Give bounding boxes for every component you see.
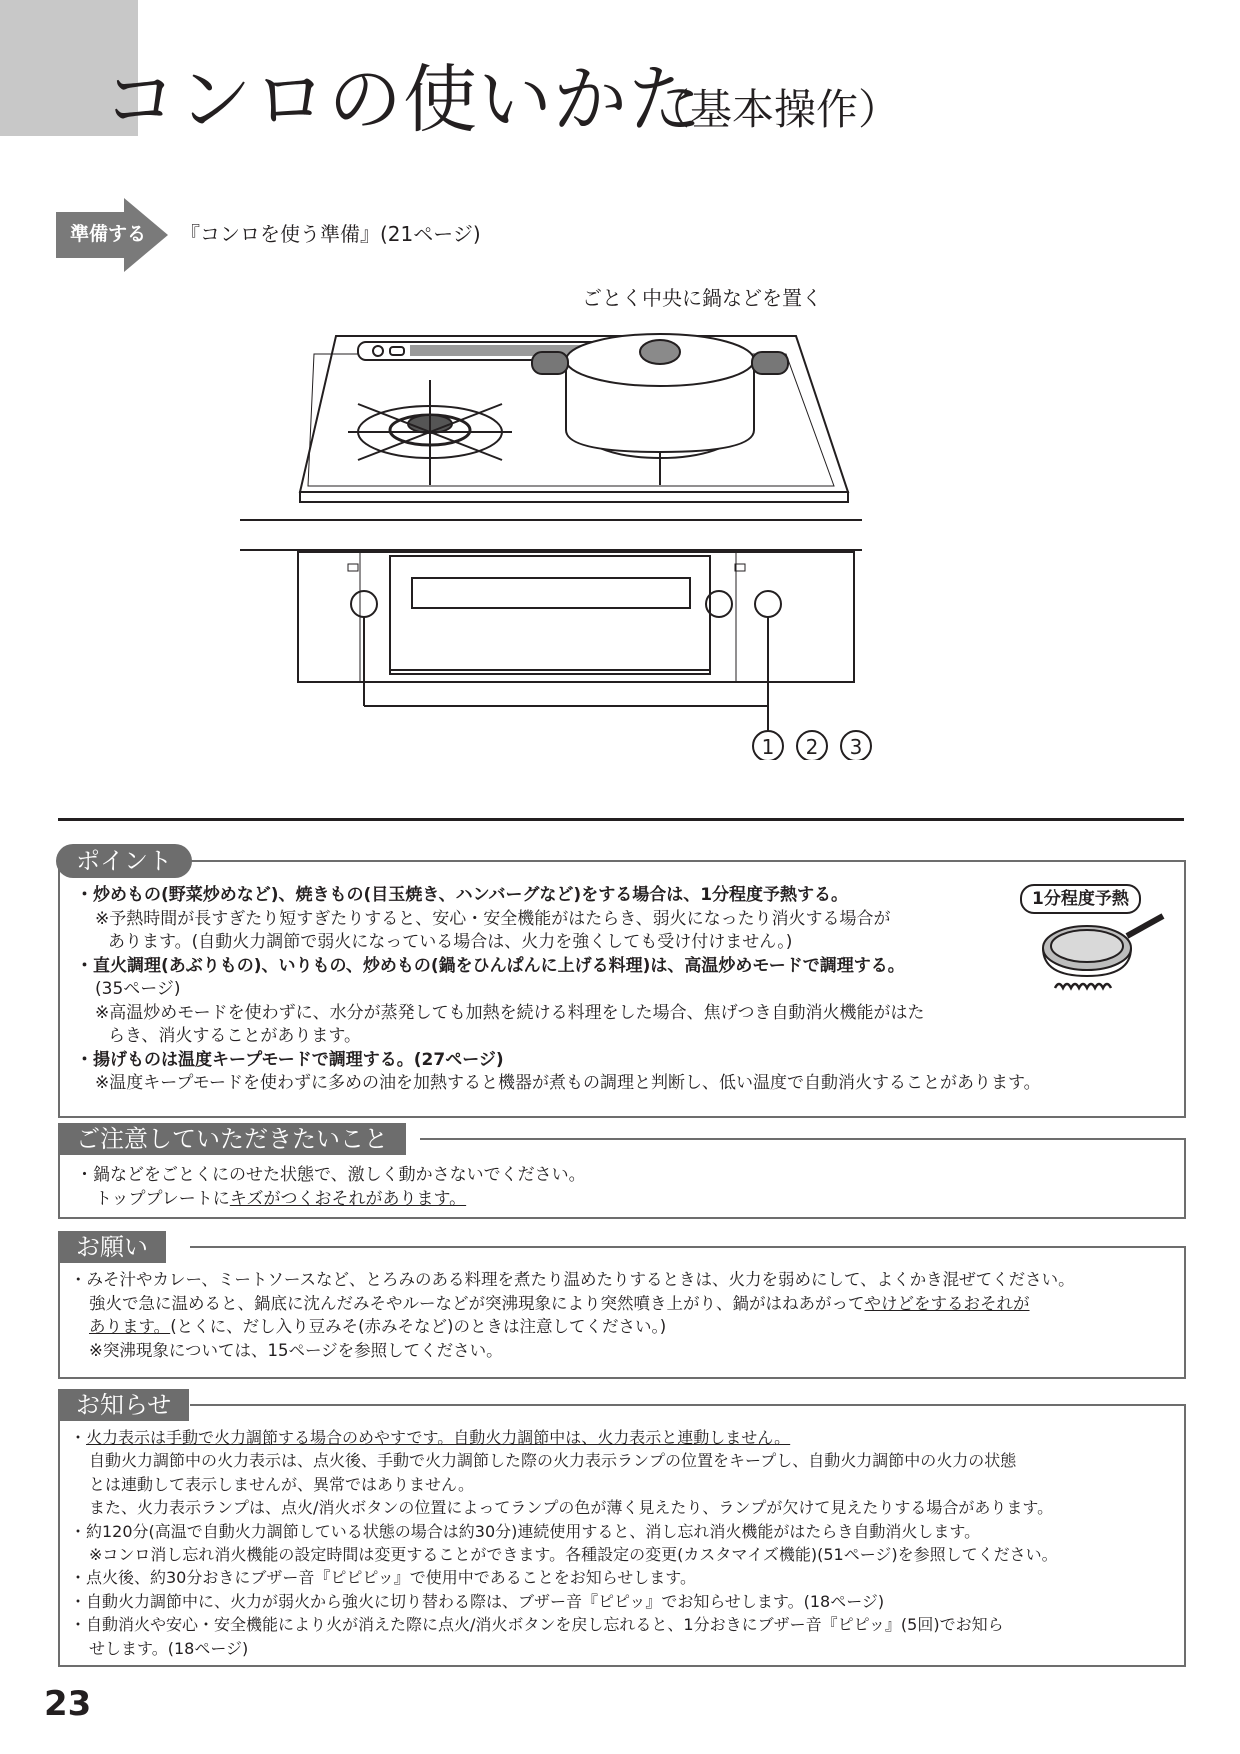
notice-line-2: 自動火力調節中の火力表示は、点火後、手動で火力調節した際の火力表示ランプの位置をキープし、自動火力調節中の火力の状態 — [89, 1451, 1017, 1471]
preheat-badge: 1分程度予熱 — [1020, 884, 1141, 914]
notice-rule — [190, 1404, 1186, 1406]
request-rule — [190, 1246, 1186, 1248]
point-line-2: ※予熱時間が長すぎたり短すぎたりすると、安心・安全機能がはたらき、弱火になったり消火する場合が — [95, 908, 891, 929]
request-line-4: ※突沸現象については、15ページを参照してください。 — [89, 1340, 503, 1360]
request-label: お願い — [58, 1231, 166, 1263]
callout-1: 1 — [761, 735, 775, 759]
notice-line-7: ・点火後、約30分おきにブザー音『ピピピッ』で使用中であることをお知らせします。 — [70, 1568, 696, 1588]
notice-line-1: ・火力表示は手動で火力調節する場合のめやすです。自動火力調節中は、火力表示と連動しません。 — [70, 1428, 791, 1447]
point-line-5: (35ページ) — [95, 979, 181, 999]
caution-label: ご注意していただきたいこと — [58, 1123, 406, 1155]
request-line-2: 強火で急に温めると、鍋底に沈んだみそやルーなどが突沸現象により突然噴き上がり、鍋がはねあがってやけどをするおそれが — [89, 1293, 1030, 1313]
point-line-4: ・直火調理(あぶりもの)、いりもの、炒めもの(鍋をひんぱんに上げる料理)は、高温炒めモードで調理する。 — [76, 955, 905, 976]
callout-labels — [753, 731, 873, 761]
request-line-1: ・みそ汁やカレー、ミートソースなど、とろみのある料理を煮たり温めたりするときは、火力を弱めにして、よくかき混ぜてください。 — [70, 1270, 1075, 1289]
notice-line-5: ・約120分(高温で自動火力調節している状態の場合は約30分)連続使用すると、消し忘れ消火機能がはたらき自動消火します。 — [70, 1521, 981, 1541]
point-line-3: あります。(自動火力調節で弱火になっている場合は、火力を強くしても受け付けません。) — [108, 932, 793, 952]
point-label: ポイント — [56, 844, 192, 878]
section-divider — [58, 818, 1184, 821]
point-line-9: ※温度キープモードを使わずに多めの油を加熱すると機器が煮もの調理と判断し、低い温度で自動消火することがあります。 — [95, 1073, 1041, 1093]
callout-3: 3 — [849, 735, 863, 759]
notice-line-6: ※コンロ消し忘れ消火機能の設定時間は変更することができます。各種設定の変更(カスタマイズ機能)(51ページ)を参照してください。 — [89, 1545, 1058, 1565]
caution-line-1: ・鍋などをごとくにのせた状態で、激しく動かさないでください。 — [76, 1165, 586, 1185]
caution-text — [76, 1164, 586, 1211]
notice-text — [70, 1426, 1058, 1660]
notice-line-4: また、火力表示ランプは、点火/消火ボタンの位置によってランプの色が薄く見えたり、ランプが欠けて見えたりする場合があります。 — [89, 1498, 1054, 1518]
prep-label: 準備する — [70, 223, 147, 245]
point-line-7: らき、消火することがあります。 — [108, 1026, 361, 1046]
caution-rule — [420, 1138, 1186, 1140]
notice-line-3: とは連動して表示しませんが、異常ではありません。 — [89, 1474, 474, 1494]
notice-label: お知らせ — [58, 1389, 189, 1421]
page-number: 23 — [44, 1684, 92, 1724]
frying-pan-icon — [1035, 906, 1175, 1006]
caution-line-2: トッププレートにキズがつくおそれがあります。 — [95, 1188, 467, 1209]
stove-illustration — [240, 320, 900, 760]
point-line-6: ※高温炒めモードを使わずに、水分が蒸発しても加熱を続ける料理をした場合、焦げつき自動消火機能がはた — [95, 1002, 925, 1023]
point-line-8: ・揚げものは温度キープモードで調理する。(27ページ) — [76, 1049, 504, 1070]
page-title: コンロの使いかた — [103, 57, 703, 143]
page-subtitle: （基本操作） — [648, 85, 901, 134]
illustration-caption: ごとく中央に鍋などを置く — [582, 286, 822, 310]
notice-line-8: ・自動火力調節中に、火力が弱火から強火に切り替わる際は、ブザー音『ピピッ』でお知らせします。(18ページ) — [70, 1591, 885, 1611]
point-line-1: ・炒めもの(野菜炒めなど)、焼きもの(目玉焼き、ハンバーグなど)をする場合は、1分程度予熱する。 — [76, 885, 849, 905]
notice-line-10: せします。(18ページ) — [89, 1638, 249, 1658]
request-text — [70, 1268, 1075, 1362]
request-line-3: あります。(とくに、だし入り豆みそ(赤みそなど)のときは注意してください。) — [89, 1317, 667, 1336]
callout-2: 2 — [805, 735, 819, 759]
point-text — [76, 884, 1041, 1096]
prep-reference: 『コンロを使う準備』(21ページ) — [180, 222, 481, 246]
notice-line-9: ・自動消火や安心・安全機能により火が消えた際に点火/消火ボタンを戻し忘れると、1分おきにブザー音『ピピッ』(5回)でお知ら — [70, 1615, 1004, 1635]
pot-icon — [532, 334, 788, 452]
